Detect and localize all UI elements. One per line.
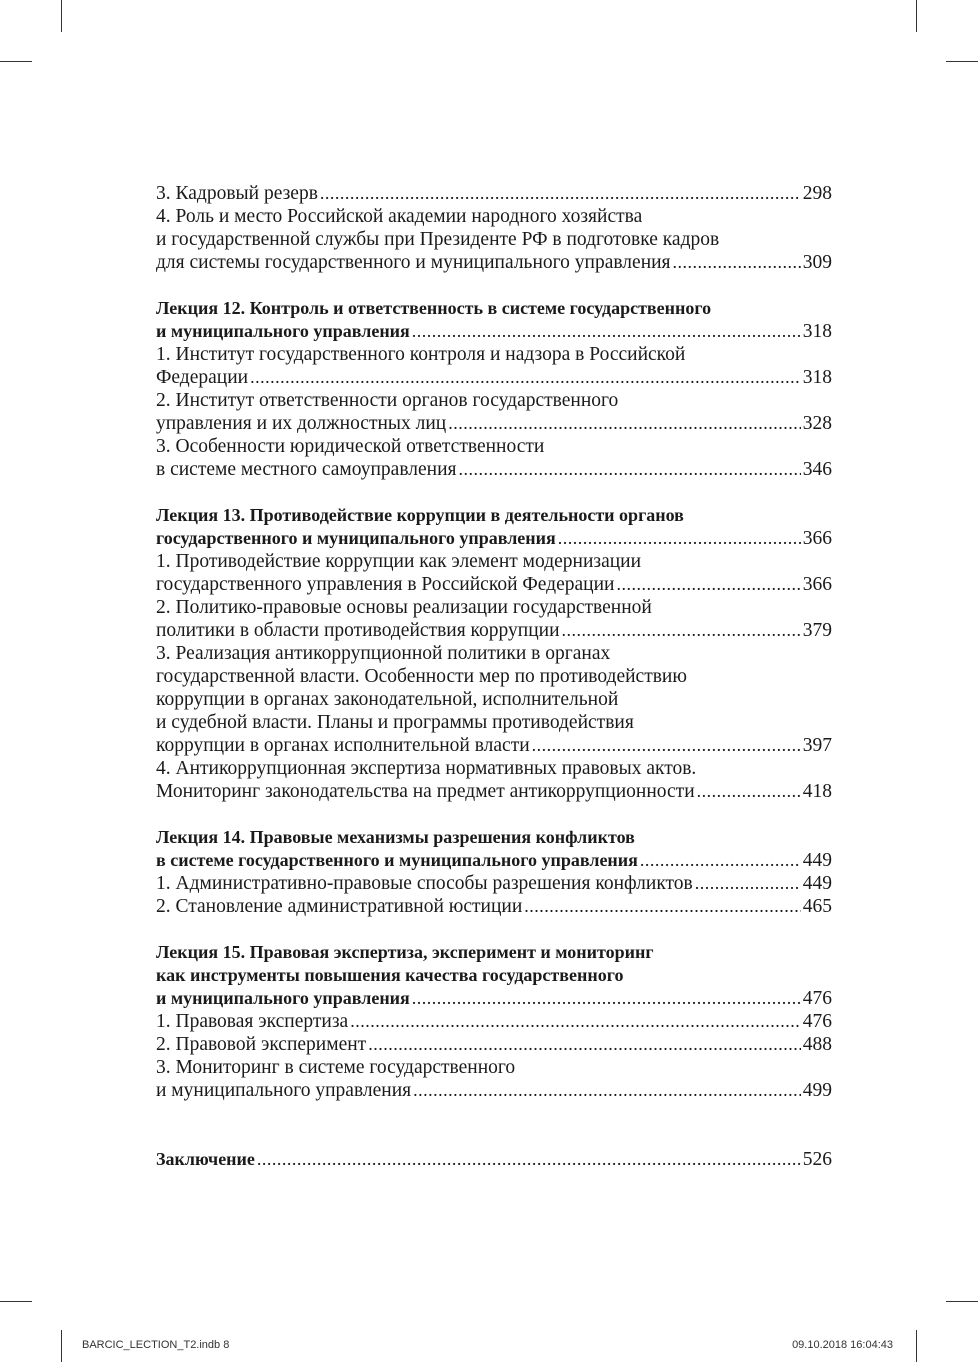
toc-entry[interactable]: 1. Противодействие коррупции как элемент модернизации государственного управления в Российской Федерации ..... 366	[156, 550, 832, 596]
dot-leader	[459, 458, 801, 481]
page-number: 465	[802, 896, 832, 917]
dot-leader	[697, 780, 801, 803]
toc-entry[interactable]: 2. Институт ответственности органов государственного управления и их должностных лиц ..... 328	[156, 389, 832, 435]
dot-leader	[673, 251, 801, 274]
dot-leader	[412, 320, 801, 343]
crop-mark-left-top	[0, 61, 32, 62]
page-number: 318	[802, 367, 832, 388]
footer-timestamp: 09.10.2018 16:04:43	[792, 1339, 893, 1351]
page-number: 397	[802, 735, 832, 756]
crop-mark-left-bottom	[0, 1301, 32, 1302]
toc-entry[interactable]: 3. Кадровый резерв ..... 298	[156, 182, 832, 205]
page-number: 318	[802, 321, 832, 342]
toc-entry[interactable]: 4. Антикоррупционная экспертиза нормативных правовых актов. Мониторинг законодательства на предмет антикоррупционности ..... 418	[156, 757, 832, 803]
toc-entry[interactable]: 2. Политико-правовые основы реализации государственной политики в области противодействия коррупции ..... 379	[156, 596, 832, 642]
page-number: 449	[802, 850, 832, 871]
page-number: 298	[802, 183, 832, 204]
toc-entry[interactable]: 4. Роль и место Российской академии народного хозяйства и государственной службы при Президенте РФ в подготовке кадров для системы государственного и муниципального управления ..... 309	[156, 205, 832, 274]
page-number: 499	[802, 1080, 832, 1101]
page-number: 366	[802, 528, 832, 549]
footer-filename: BARCIC_LECTION_T2.indb 8	[82, 1339, 230, 1351]
toc-entry[interactable]: 3. Реализация антикоррупционной политики в органах государственной власти. Особенности мер по противодействию коррупции в органах законодательной, исполнительной и судебной власти. Планы и программы противодействия коррупции в органах исполнительной власти ..... 397	[156, 642, 832, 757]
toc-entry[interactable]: 1. Институт государственного контроля и надзора в Российской Федерации ..... 318	[156, 343, 832, 389]
page-number: 309	[802, 252, 832, 273]
crop-mark-right-top	[946, 61, 978, 62]
dot-leader	[524, 895, 800, 918]
toc-entry[interactable]: 2. Становление административной юстиции ..... 465	[156, 895, 832, 918]
page-number: 526	[802, 1149, 832, 1170]
dot-leader	[562, 619, 801, 642]
dot-leader	[448, 412, 801, 435]
toc-entry[interactable]: 2. Правовой эксперимент ..... 488	[156, 1033, 832, 1056]
crop-mark-bottom-left	[61, 1330, 62, 1362]
dot-leader	[368, 1033, 801, 1056]
toc-lecture-heading[interactable]: Лекция 12. Контроль и ответственность в системе государственного и муниципального управления ..... 318	[156, 297, 832, 343]
toc-entry[interactable]: 3. Мониторинг в системе государственного и муниципального управления ..... 499	[156, 1056, 832, 1102]
dot-leader	[413, 1079, 801, 1102]
toc-entry[interactable]: 1. Административно-правовые способы разрешения конфликтов ..... 449	[156, 872, 832, 895]
crop-mark-top-right	[916, 0, 917, 32]
page-number: 476	[802, 988, 832, 1009]
toc-lecture-heading[interactable]: Лекция 15. Правовая экспертиза, эксперимент и мониторинг как инструменты повышения качества государственного и муниципального управления ..... 476	[156, 941, 832, 1010]
page-number: 379	[802, 620, 832, 641]
toc-lecture-heading[interactable]: Лекция 13. Противодействие коррупции в деятельности органов государственного и муниципального управления ..... 366	[156, 504, 832, 550]
page-number: 366	[802, 574, 832, 595]
page-number: 476	[802, 1011, 832, 1032]
dot-leader	[257, 1148, 801, 1171]
dot-leader	[616, 573, 800, 596]
dot-leader	[412, 987, 801, 1010]
page-number: 418	[802, 781, 832, 802]
crop-mark-bottom-right	[916, 1330, 917, 1362]
toc-conclusion[interactable]: Заключение ..... 526	[156, 1148, 832, 1171]
page-number: 488	[802, 1034, 832, 1055]
page-number: 346	[802, 459, 832, 480]
page-number: 449	[802, 873, 832, 894]
toc-entry[interactable]: 1. Правовая экспертиза ..... 476	[156, 1010, 832, 1033]
toc-lecture-heading[interactable]: Лекция 14. Правовые механизмы разрешения конфликтов в системе государственного и муниципального управления ..... 449	[156, 826, 832, 872]
toc-entry[interactable]: 3. Особенности юридической ответственности в системе местного самоуправления ..... 346	[156, 435, 832, 481]
crop-mark-top-left	[61, 0, 62, 32]
dot-leader	[695, 872, 801, 895]
dot-leader	[320, 182, 801, 205]
page-number: 328	[802, 413, 832, 434]
dot-leader	[558, 527, 801, 550]
dot-leader	[532, 734, 801, 757]
crop-mark-right-bottom	[946, 1301, 978, 1302]
dot-leader	[640, 849, 801, 872]
table-of-contents	[156, 182, 832, 1171]
dot-leader	[350, 1010, 801, 1033]
dot-leader	[250, 366, 801, 389]
